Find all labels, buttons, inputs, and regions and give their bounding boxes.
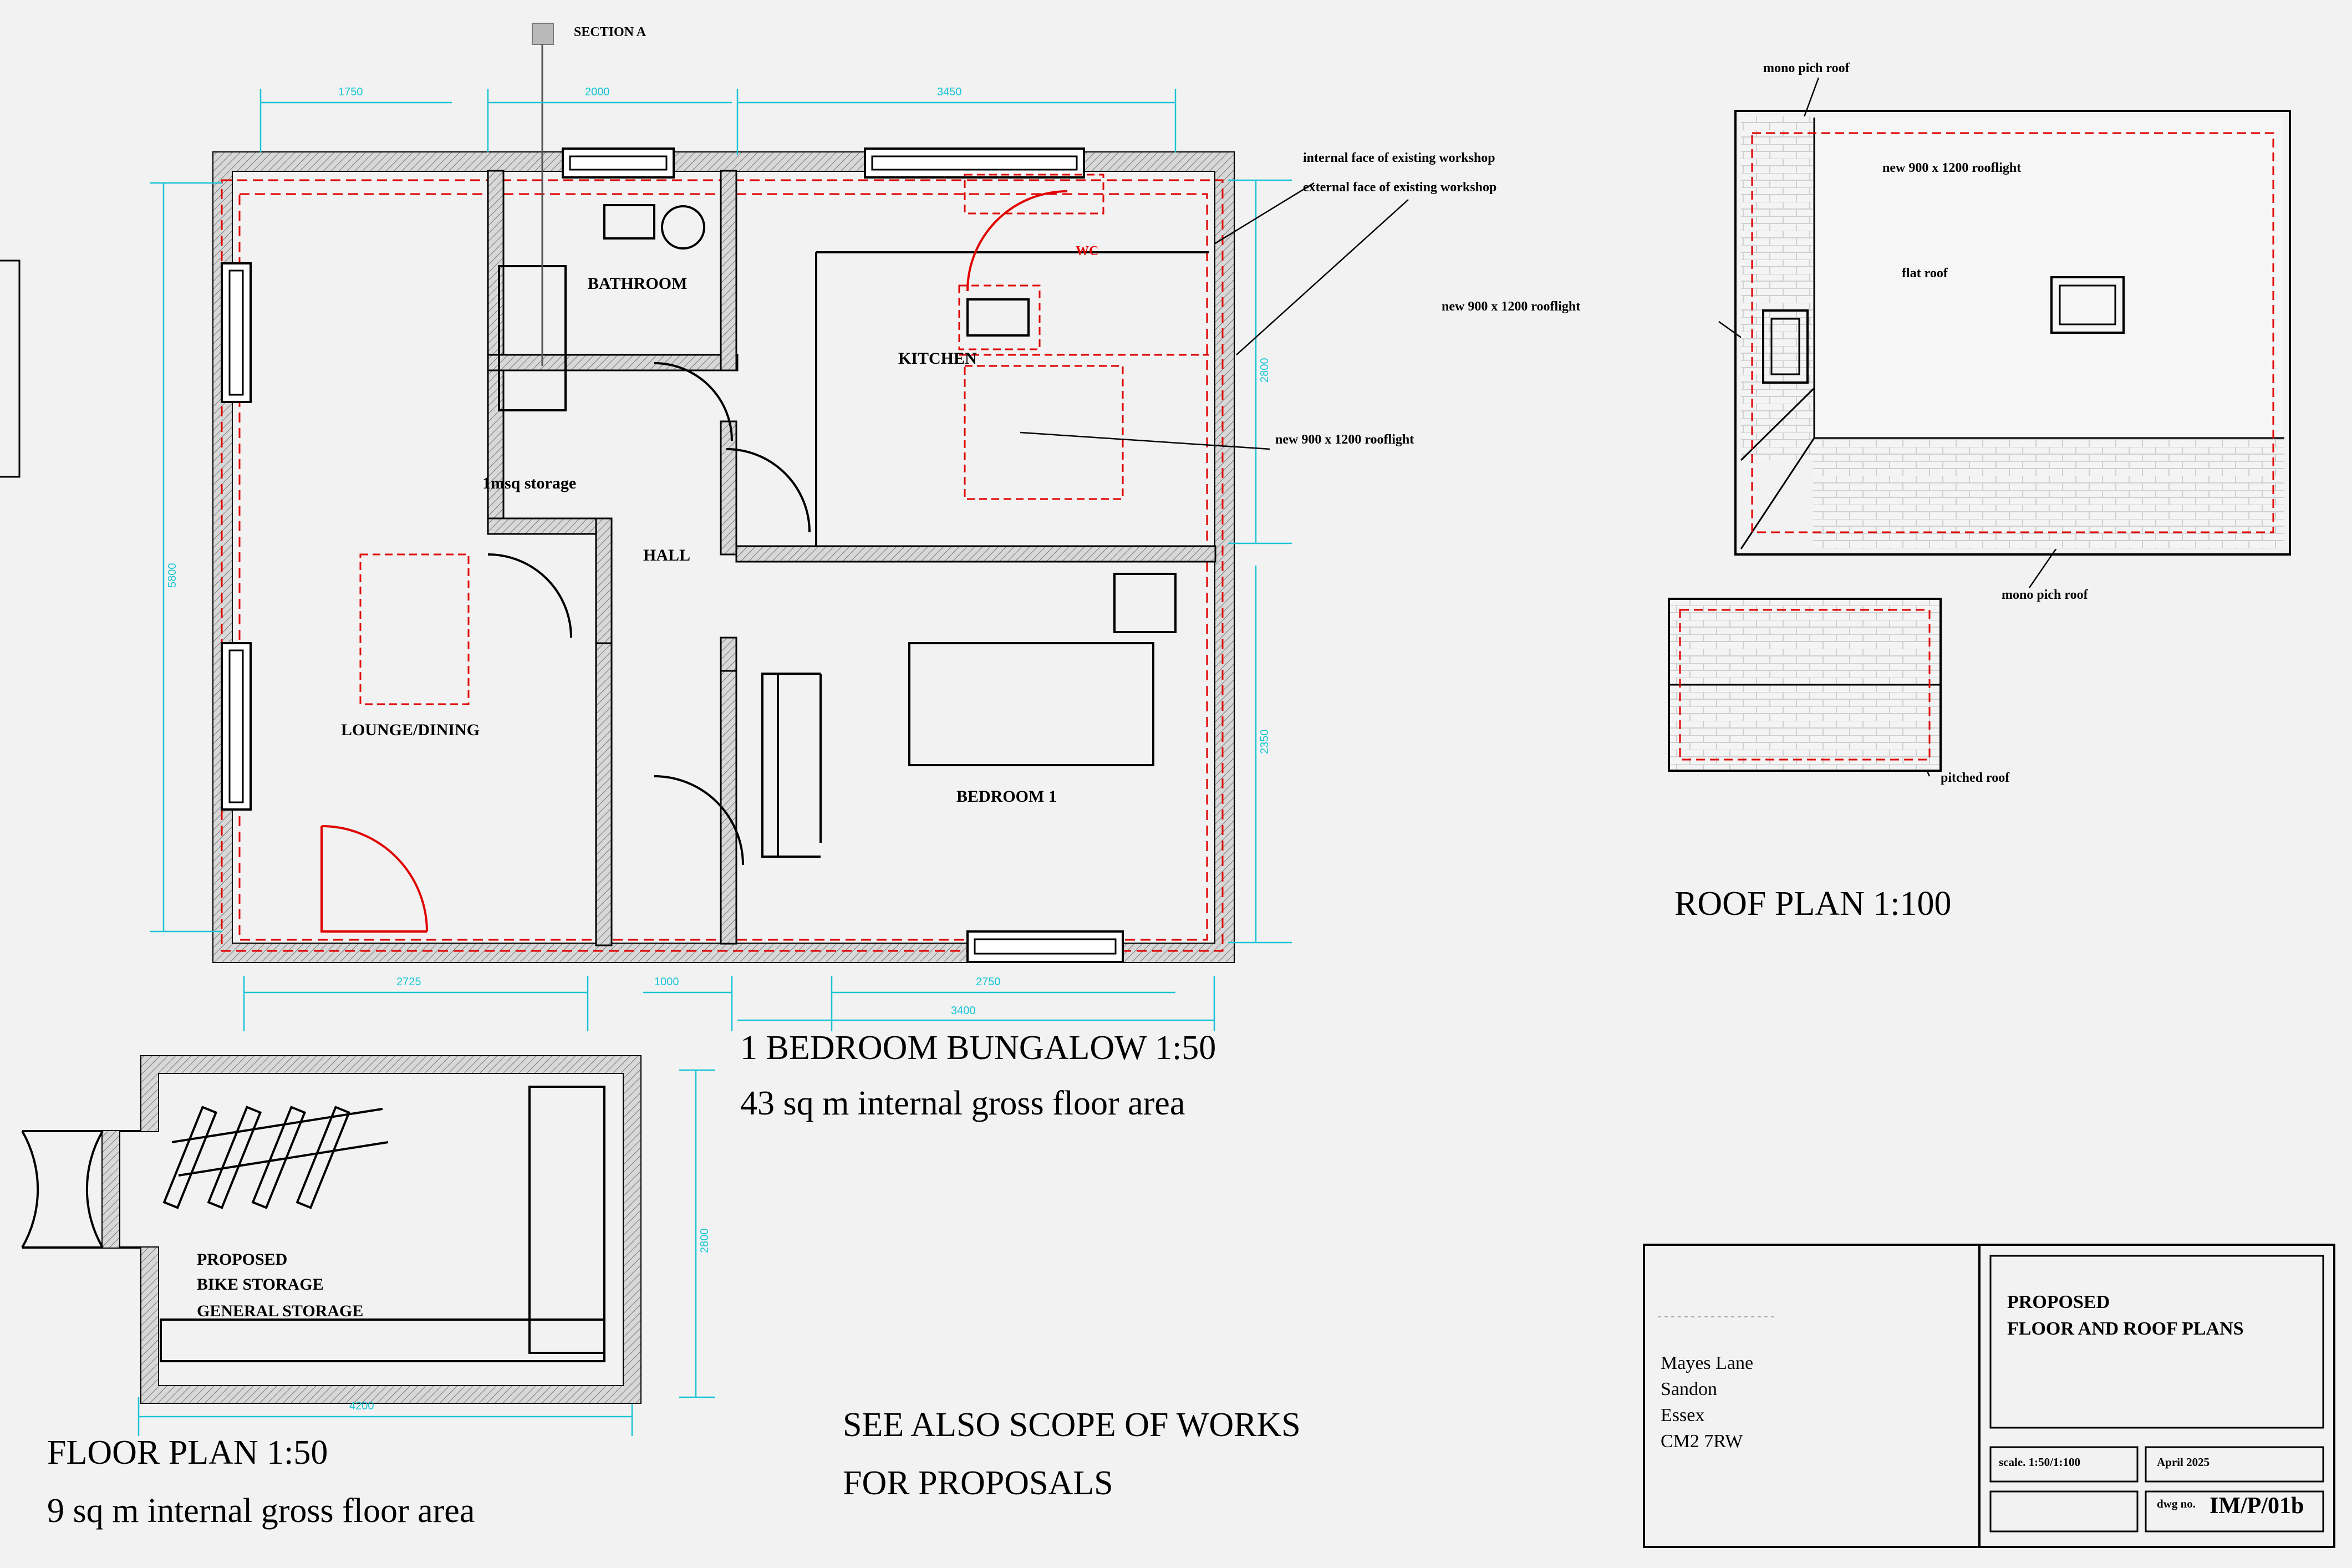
dim-store-right: 2800 bbox=[699, 1228, 711, 1253]
drawing-title-line-2: FLOOR AND ROOF PLANS bbox=[2007, 1318, 2244, 1339]
dwg-no-label: dwg no. bbox=[2157, 1497, 2196, 1510]
annotation-rooflight-roofplan-right: new 900 x 1200 rooflight bbox=[1882, 161, 2022, 175]
annotation-flat-roof: flat roof bbox=[1902, 266, 1948, 281]
room-label-lounge-dining: LOUNGE/DINING bbox=[341, 721, 480, 739]
dim-bottom-4: 3400 bbox=[951, 1005, 976, 1017]
scope-line-1: SEE ALSO SCOPE OF WORKS bbox=[843, 1406, 1301, 1444]
room-label-wc: WC bbox=[1076, 244, 1099, 258]
dim-top-1: 1750 bbox=[338, 86, 363, 98]
annotation-rooflight-roofplan-left: new 900 x 1200 rooflight bbox=[1442, 299, 1581, 314]
dim-bottom-2: 1000 bbox=[654, 976, 679, 988]
bungalow-title: 1 BEDROOM BUNGALOW 1:50 bbox=[740, 1029, 1216, 1067]
dwg-no-value: IM/P/01b bbox=[2210, 1493, 2304, 1519]
drawing-title-line-1: PROPOSED bbox=[2007, 1292, 2110, 1312]
address-line-1: Mayes Lane bbox=[1661, 1353, 1754, 1373]
address-line-3: Essex bbox=[1661, 1405, 1705, 1426]
store-label-proposed: PROPOSED bbox=[197, 1250, 288, 1269]
roof-plan bbox=[1735, 111, 2290, 554]
room-label-storage: 1msq storage bbox=[482, 474, 577, 492]
dim-bottom-1: 2725 bbox=[396, 976, 421, 988]
room-label-hall: HALL bbox=[643, 546, 691, 564]
floor-plan-title: FLOOR PLAN 1:50 bbox=[47, 1434, 328, 1472]
dim-store-bottom: 4200 bbox=[349, 1400, 374, 1412]
address-line-2: Sandon bbox=[1661, 1379, 1717, 1399]
annotation-internal-face: internal face of existing workshop bbox=[1303, 151, 1495, 165]
scope-line-2: FOR PROPOSALS bbox=[843, 1464, 1113, 1502]
annotation-mono-pitch-top: mono pich roof bbox=[1763, 61, 1850, 75]
section-a-label: SECTION A bbox=[574, 25, 646, 39]
roof-plan-title: ROOF PLAN 1:100 bbox=[1674, 885, 1952, 923]
dim-left-1: 5800 bbox=[166, 563, 179, 588]
floor-plan-area: 9 sq m internal gross floor area bbox=[47, 1492, 475, 1530]
store-label-bike-storage: BIKE STORAGE bbox=[197, 1275, 324, 1294]
dim-right-2: 2350 bbox=[1259, 729, 1271, 754]
annotation-rooflight-floorplan: new 900 x 1200 rooflight bbox=[1275, 432, 1414, 447]
dim-top-3: 3450 bbox=[937, 86, 962, 98]
scale-label: scale. 1:50/1:100 bbox=[1999, 1455, 2080, 1469]
room-label-kitchen: KITCHEN bbox=[898, 349, 977, 368]
room-label-bedroom1: BEDROOM 1 bbox=[956, 787, 1057, 806]
room-label-bathroom: BATHROOM bbox=[588, 274, 688, 293]
address-line-4: CM2 7RW bbox=[1661, 1431, 1743, 1452]
dim-right-1: 2800 bbox=[1259, 358, 1271, 383]
annotation-external-face: external face of existing workshop bbox=[1303, 180, 1497, 195]
dim-bottom-3: 2750 bbox=[976, 976, 1001, 988]
store-roof-plan bbox=[1669, 599, 1941, 771]
bungalow-area: 43 sq m internal gross floor area bbox=[740, 1085, 1185, 1122]
annotation-mono-pitch-bottom: mono pich roof bbox=[2002, 588, 2088, 602]
date-label: April 2025 bbox=[2157, 1455, 2210, 1469]
dim-top-2: 2000 bbox=[585, 86, 610, 98]
annotation-pitched-roof: pitched roof bbox=[1941, 771, 2010, 785]
store-label-general-storage: GENERAL STORAGE bbox=[197, 1302, 364, 1320]
